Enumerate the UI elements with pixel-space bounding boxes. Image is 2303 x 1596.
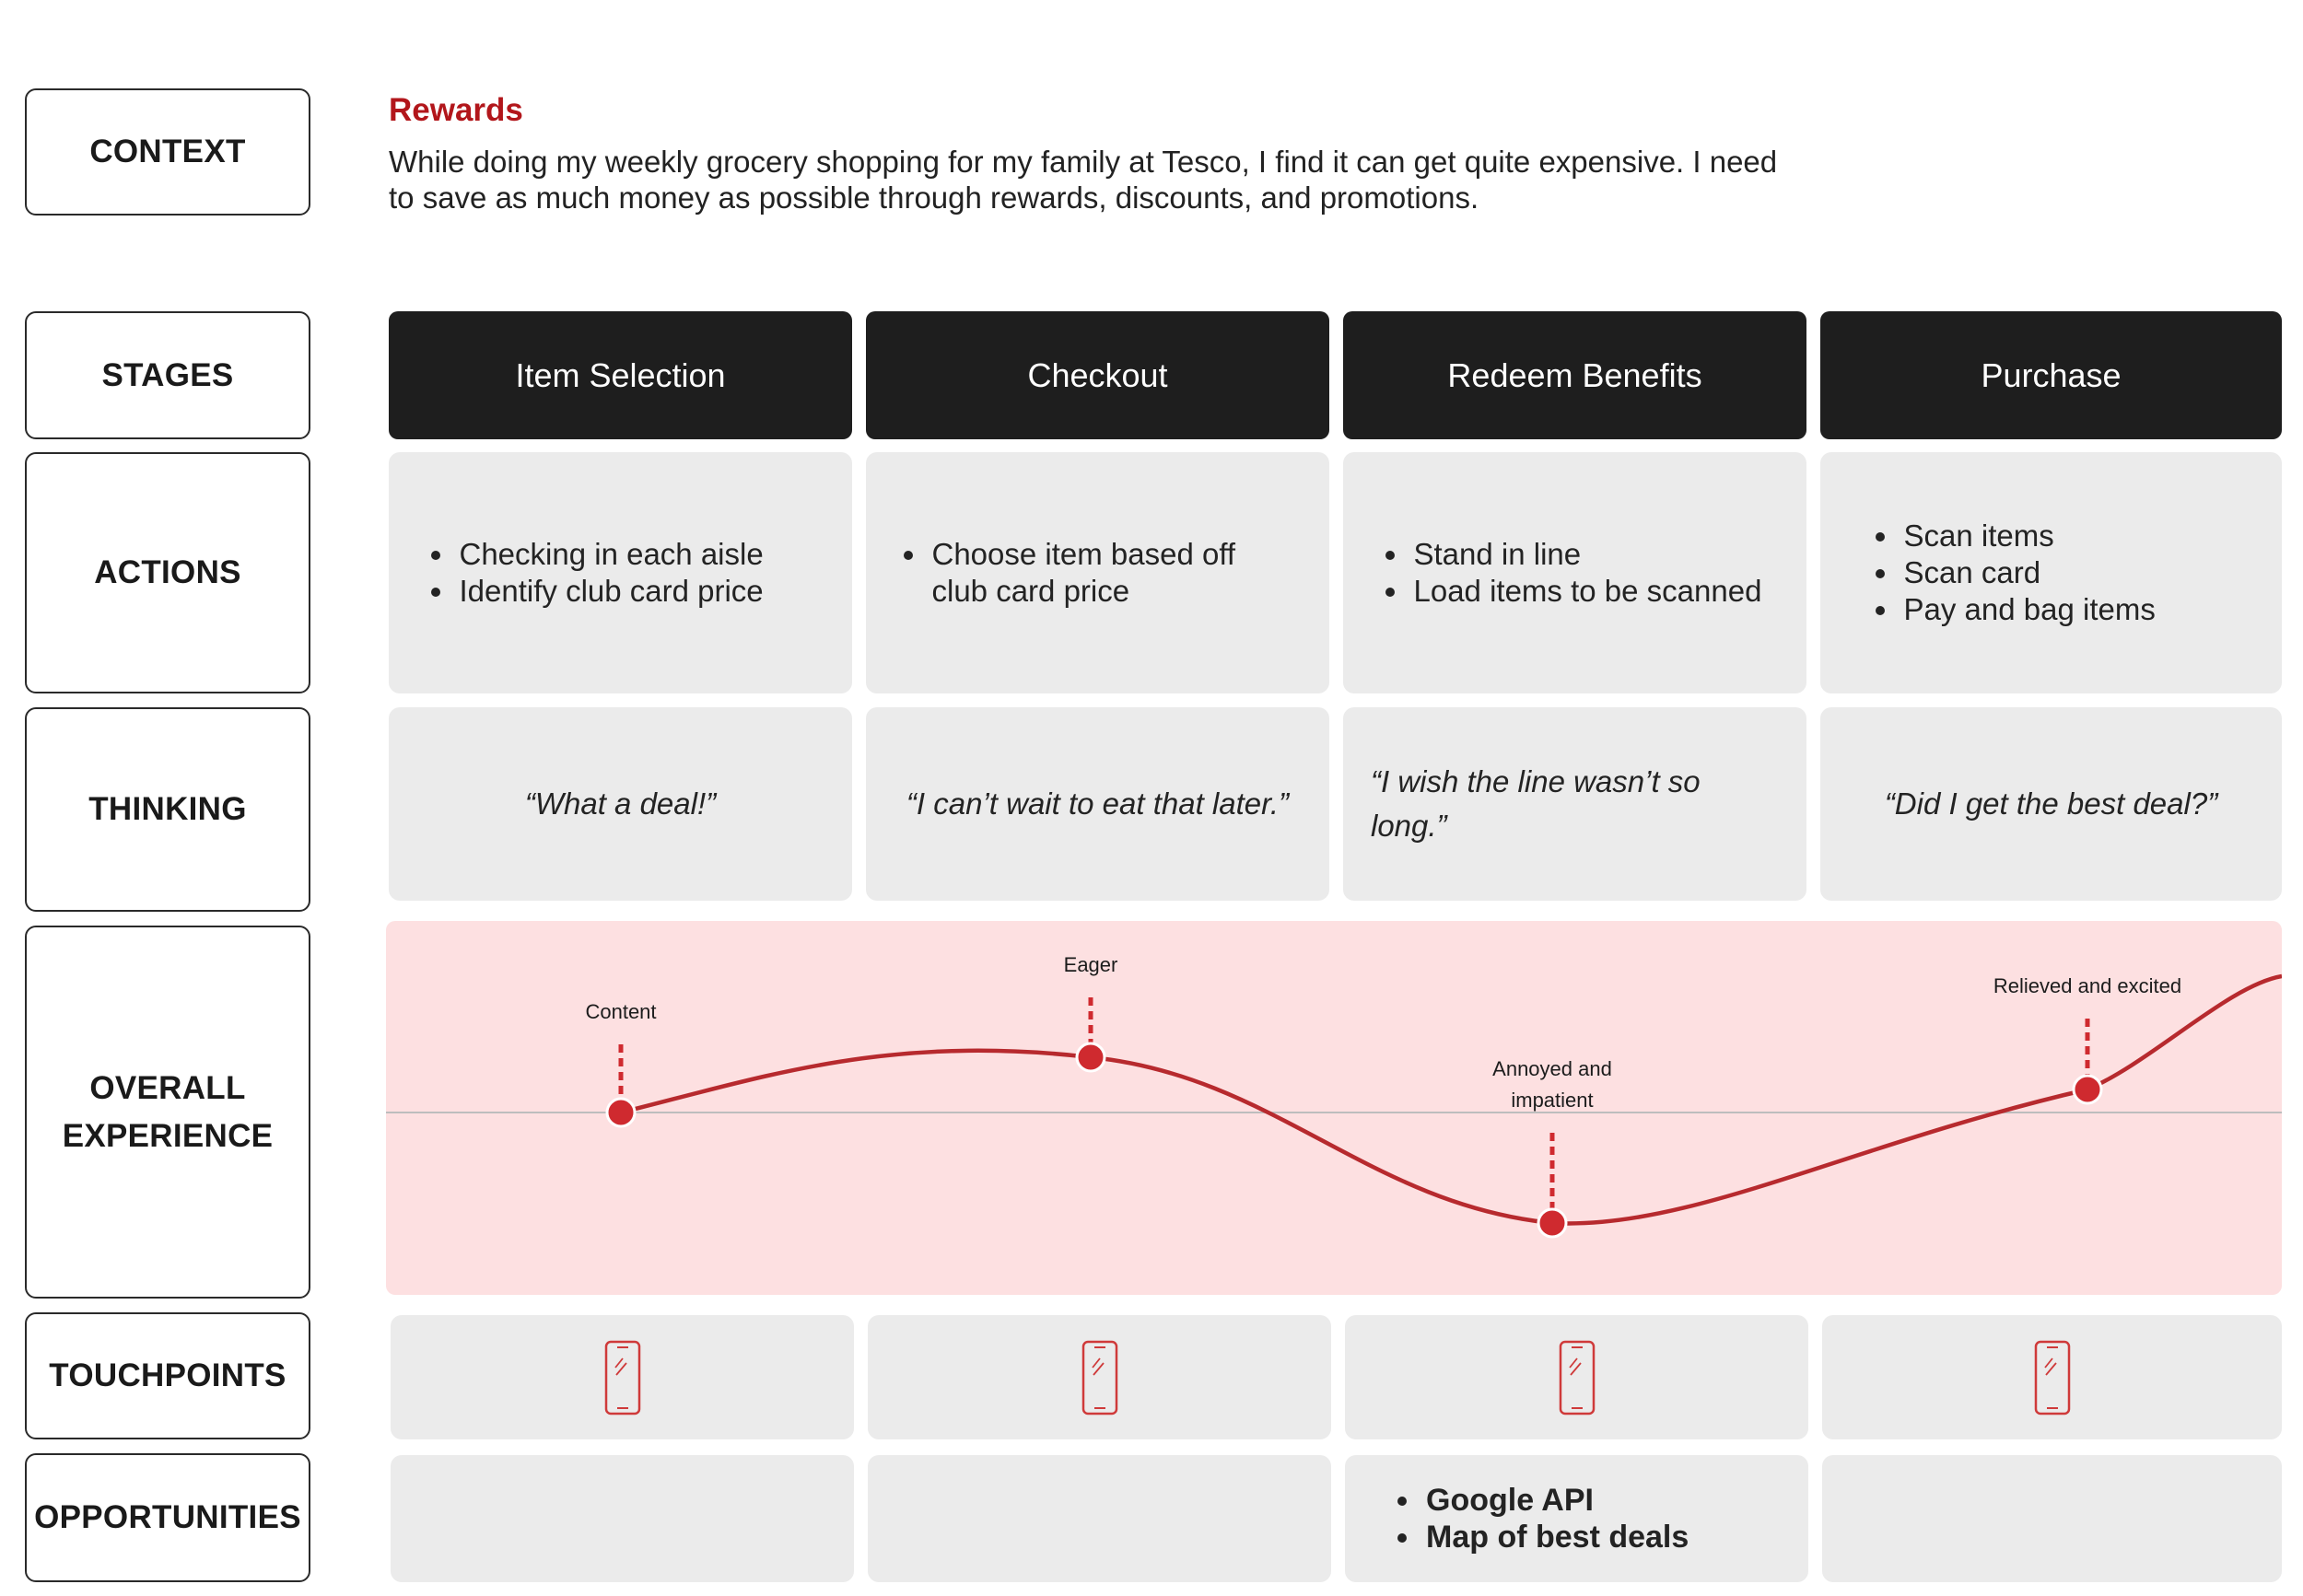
experience-curve-area bbox=[386, 921, 2282, 1295]
stage-redeem-benefits: Redeem Benefits bbox=[1343, 311, 1806, 439]
list-item: • Checking in each aisle bbox=[456, 536, 815, 573]
experience-point-marker bbox=[2074, 1076, 2101, 1103]
row-label-actions: ACTIONS bbox=[25, 452, 310, 693]
list-item: • Choose item based off club card price bbox=[929, 536, 1297, 610]
experience-curve-chart bbox=[386, 921, 2282, 1295]
actions-list bbox=[899, 536, 1297, 610]
opportunity-cell-purchase bbox=[1822, 1455, 2282, 1582]
opportunity-cell-checkout bbox=[868, 1455, 1331, 1582]
context-title: Rewards bbox=[389, 92, 523, 128]
smartphone-icon bbox=[1559, 1340, 1596, 1415]
list-item: • Load items to be scanned bbox=[1410, 573, 1770, 610]
actions-list bbox=[427, 536, 815, 610]
row-label-thinking: THINKING bbox=[25, 707, 310, 912]
row-label-overall-experience bbox=[25, 926, 310, 1299]
row-label-touchpoints: TOUCHPOINTS bbox=[25, 1312, 310, 1439]
experience-point-label: Relieved and excited bbox=[1993, 974, 2182, 997]
touchpoint-cell-checkout bbox=[868, 1315, 1331, 1439]
actions-cell-purchase bbox=[1820, 452, 2282, 693]
opportunity-cell-redeem-benefits bbox=[1345, 1455, 1808, 1582]
row-label-stages: STAGES bbox=[25, 311, 310, 439]
list-item: • Scan items bbox=[1900, 518, 2232, 554]
actions-cell-item-selection bbox=[389, 452, 852, 693]
overall-label-line-1: OVERALL bbox=[89, 1069, 246, 1106]
thinking-cell-checkout bbox=[866, 707, 1329, 901]
experience-point-marker bbox=[1077, 1043, 1105, 1071]
actions-list bbox=[1871, 518, 2232, 628]
touchpoint-cell-item-selection bbox=[391, 1315, 854, 1439]
experience-point-marker bbox=[607, 1099, 635, 1126]
experience-curve-line bbox=[621, 976, 2282, 1223]
experience-point-label: Eager bbox=[1063, 953, 1118, 976]
actions-cell-checkout bbox=[866, 452, 1329, 693]
overall-label-line-2: EXPERIENCE bbox=[62, 1117, 274, 1154]
smartphone-icon bbox=[604, 1340, 641, 1415]
actions-list bbox=[1381, 536, 1770, 610]
stage-item-selection: Item Selection bbox=[389, 311, 852, 439]
list-item: • Pay and bag items bbox=[1900, 591, 2232, 628]
list-item: • Scan card bbox=[1900, 554, 2232, 591]
list-item: • Identify club card price bbox=[456, 573, 815, 610]
stage-checkout: Checkout bbox=[866, 311, 1329, 439]
row-label-opportunities: OPPORTUNITIES bbox=[25, 1453, 310, 1582]
smartphone-icon bbox=[2034, 1340, 2071, 1415]
thinking-quote: “I can’t wait to eat that later.” bbox=[906, 786, 1290, 821]
list-item: • Map of best deals bbox=[1422, 1519, 1689, 1555]
thinking-cell-purchase bbox=[1820, 707, 2282, 901]
smartphone-icon bbox=[1081, 1340, 1118, 1415]
experience-point-marker bbox=[1538, 1209, 1566, 1237]
thinking-cell-item-selection bbox=[389, 707, 852, 901]
stage-purchase: Purchase bbox=[1820, 311, 2282, 439]
touchpoint-cell-purchase bbox=[1822, 1315, 2282, 1439]
thinking-quote: “Did I get the best deal?” bbox=[1884, 786, 2218, 821]
touchpoint-cell-redeem-benefits bbox=[1345, 1315, 1808, 1439]
experience-point-label: Content bbox=[585, 1000, 657, 1023]
actions-cell-redeem-benefits bbox=[1343, 452, 1806, 693]
row-label-context: CONTEXT bbox=[25, 88, 310, 216]
context-description: While doing my weekly grocery shopping for my family at Tesco, I find it can get quite expensive. I need to save as much money as possible through rewards, discounts, and promotions. bbox=[389, 145, 1778, 215]
opportunity-cell-item-selection bbox=[391, 1455, 854, 1582]
thinking-quote: “What a deal!” bbox=[524, 786, 717, 821]
list-item: • Stand in line bbox=[1410, 536, 1770, 573]
experience-point-label: Annoyed and impatient bbox=[1492, 1057, 1612, 1112]
thinking-quote: “I wish the line wasn’t so long.” bbox=[1371, 764, 1701, 843]
opportunities-list bbox=[1393, 1482, 1689, 1555]
thinking-cell-redeem-benefits bbox=[1343, 707, 1806, 901]
list-item: • Google API bbox=[1422, 1482, 1689, 1519]
